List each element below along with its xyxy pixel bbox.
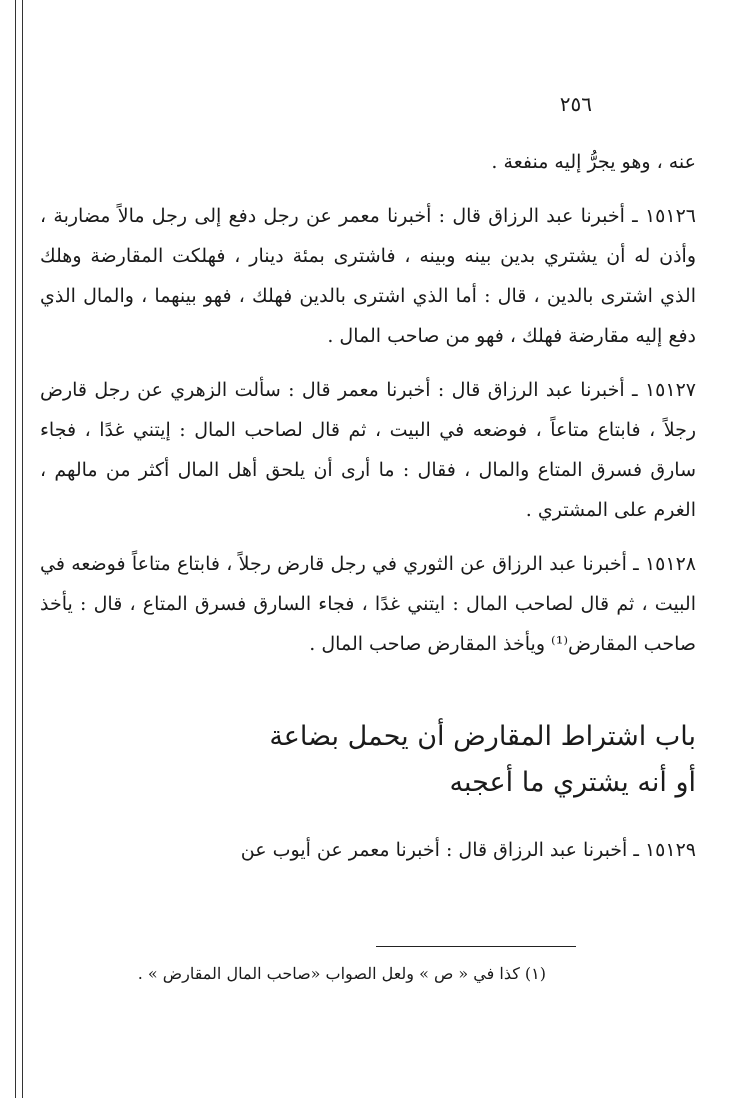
paragraph-15126: ١٥١٢٦ ـ أخبرنا عبد الرزاق قال : أخبرنا معمر عن رجل دفع إلى رجل مالاً مضاربة ، وأذن له أن يشتري بدين بينه وبينه ، فاشترى بمئة دينار ، فهلكت المقارضة وهلك الذي اشترى بالدين ، قال : أما الذي اشترى بالدين فهلك ، فهو بينهما ، والمال الذي دفع إليه مقارضة فهلك ، فهو من صاحب المال . [40, 205, 696, 347]
paragraph-continuation: عنه ، وهو يجرُّ إليه منفعة . [491, 151, 696, 173]
footnote: (١) كذا في « ص » ولعل الصواب «صاحب المال المقارض » . [137, 964, 546, 983]
main-text [40, 142, 696, 884]
page-number: ٢٥٦ [559, 92, 592, 116]
chapter-heading [40, 714, 696, 806]
margin-line [15, 0, 16, 1098]
paragraph-15129: ١٥١٢٩ ـ أخبرنا عبد الرزاق قال : أخبرنا معمر عن أيوب عن [240, 839, 696, 861]
paragraph-15128: ١٥١٢٨ ـ أخبرنا عبد الرزاق عن الثوري في رجل قارض رجلاً ، فابتاع متاعاً فوضعه في البيت ، ثم قال لصاحب المال : ايتني غدًا ، فجاء السارق فسرق المتاع ، قال : يأخذ صاحب المقارض⁽¹⁾ ويأخذ المقارض صاحب المال . [40, 553, 696, 655]
heading-line-2: أو أنه يشتري ما أعجبه [449, 767, 696, 798]
footnote-divider [376, 946, 576, 947]
margin-line [22, 0, 23, 1098]
paragraph-15127: ١٥١٢٧ ـ أخبرنا عبد الرزاق قال : أخبرنا معمر قال : سألت الزهري عن رجل قارض رجلاً ، فابتاع متاعاً ، فوضعه في البيت ، ثم قال لصاحب المال : إيتني غدًا ، فجاء سارق فسرق المتاع والمال ، فقال : ما أرى أن يلحق أهل المال أكثر من مالهم ، الغرم على المشتري . [40, 379, 696, 521]
heading-line-1: باب اشتراط المقارض أن يحمل بضاعة [269, 721, 696, 752]
